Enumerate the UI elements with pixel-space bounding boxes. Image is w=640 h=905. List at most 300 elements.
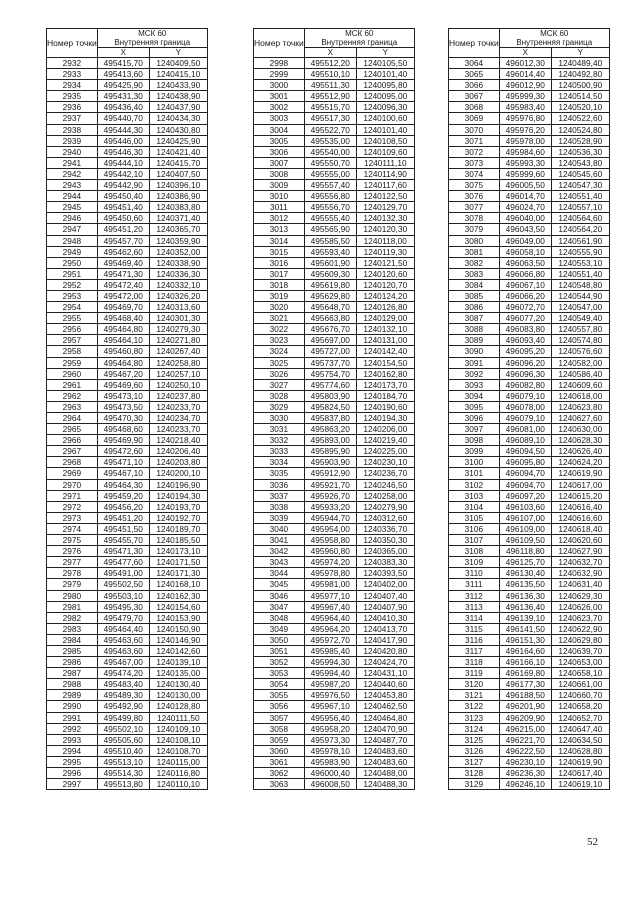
y-coordinate: 1240233,70	[149, 424, 207, 435]
table-row	[449, 557, 610, 568]
point-number: 2955	[47, 313, 98, 324]
table-row	[254, 80, 415, 91]
x-coordinate: 495601,90	[304, 257, 356, 268]
x-coordinate: 495467,00	[97, 657, 149, 668]
x-coordinate: 495503,10	[97, 590, 149, 601]
table-row	[47, 712, 208, 723]
boundary-label: Внутренняя граница	[516, 38, 593, 47]
table-row	[47, 557, 208, 568]
y-coordinate: 1240124,20	[356, 290, 414, 301]
table-row	[47, 290, 208, 301]
point-number-header: Номер точки	[254, 29, 305, 58]
x-coordinate: 495956,40	[304, 712, 356, 723]
table-row	[449, 424, 610, 435]
point-number: 3072	[449, 146, 500, 157]
point-number: 3108	[449, 546, 500, 557]
y-coordinate: 1240386,90	[149, 191, 207, 202]
x-coordinate: 496107,00	[499, 512, 551, 523]
table-row	[254, 535, 415, 546]
table-row	[254, 124, 415, 135]
x-coordinate: 495629,80	[304, 290, 356, 301]
table-row	[254, 213, 415, 224]
x-coordinate: 495515,70	[304, 102, 356, 113]
point-number: 3023	[254, 335, 305, 346]
point-number: 3002	[254, 102, 305, 113]
coordinate-system-header	[97, 29, 207, 48]
point-number: 2966	[47, 435, 98, 446]
y-coordinate: 1240126,80	[356, 302, 414, 313]
y-coordinate: 1240524,80	[551, 124, 609, 135]
y-coordinate: 1240420,80	[356, 645, 414, 656]
x-coordinate: 495450,40	[97, 191, 149, 202]
x-coordinate: 495556,70	[304, 202, 356, 213]
y-coordinate: 1240153,90	[149, 612, 207, 623]
x-coordinate: 495472,00	[97, 290, 149, 301]
point-number: 3082	[449, 257, 500, 268]
y-coordinate: 1240132,10	[356, 324, 414, 335]
x-coordinate: 495471,30	[97, 268, 149, 279]
y-coordinate: 1240189,70	[149, 523, 207, 534]
y-coordinate: 1240421,40	[149, 146, 207, 157]
point-number: 3032	[254, 435, 305, 446]
x-coordinate: 495555,40	[304, 213, 356, 224]
table-row	[449, 634, 610, 645]
x-coordinate: 495983,40	[499, 102, 551, 113]
x-coordinate: 496230,10	[499, 756, 551, 767]
y-coordinate: 1240203,80	[149, 457, 207, 468]
x-coordinate: 495999,60	[499, 168, 551, 179]
table-row	[449, 435, 610, 446]
table-row	[47, 612, 208, 623]
table-row	[47, 623, 208, 634]
x-coordinate: 495555,00	[304, 168, 356, 179]
table-row	[449, 479, 610, 490]
table-row	[47, 579, 208, 590]
table-row	[449, 91, 610, 102]
x-coordinate: 495464,40	[97, 623, 149, 634]
x-coordinate: 495460,80	[97, 346, 149, 357]
point-number: 3120	[449, 679, 500, 690]
y-coordinate: 1240352,00	[149, 246, 207, 257]
point-number: 2997	[47, 779, 98, 790]
y-coordinate: 1240105,50	[356, 58, 414, 69]
y-coordinate: 1240551,40	[551, 268, 609, 279]
table-row	[254, 745, 415, 756]
y-coordinate: 1240108,70	[149, 745, 207, 756]
y-coordinate: 1240359,90	[149, 235, 207, 246]
y-coordinate: 1240616,40	[551, 501, 609, 512]
x-coordinate: 496209,90	[499, 712, 551, 723]
x-coordinate: 495727,00	[304, 346, 356, 357]
point-number: 2982	[47, 612, 98, 623]
y-coordinate: 1240617,00	[551, 479, 609, 490]
point-number: 2936	[47, 102, 98, 113]
x-coordinate: 496040,00	[499, 213, 551, 224]
point-number: 3012	[254, 213, 305, 224]
table-row	[254, 490, 415, 501]
y-coordinate: 1240626,00	[551, 601, 609, 612]
point-number: 3088	[449, 324, 500, 335]
y-coordinate: 1240258,00	[356, 490, 414, 501]
point-number: 3021	[254, 313, 305, 324]
y-coordinate: 1240121,50	[356, 257, 414, 268]
table-row	[449, 379, 610, 390]
table-row	[47, 224, 208, 235]
point-number: 3061	[254, 756, 305, 767]
y-coordinate: 1240150,90	[149, 623, 207, 634]
point-number: 3035	[254, 468, 305, 479]
y-coordinate: 1240116,80	[149, 768, 207, 779]
y-coordinate: 1240402,00	[356, 579, 414, 590]
x-coordinate: 495977,10	[304, 590, 356, 601]
table-row	[254, 191, 415, 202]
x-coordinate: 495984,60	[499, 146, 551, 157]
x-coordinate: 496164,60	[499, 645, 551, 656]
y-coordinate: 1240462,50	[356, 701, 414, 712]
y-coordinate: 1240258,80	[149, 357, 207, 368]
table-row	[449, 168, 610, 179]
point-number: 2963	[47, 401, 98, 412]
y-coordinate: 1240622,90	[551, 623, 609, 634]
y-coordinate: 1240234,70	[149, 413, 207, 424]
x-coordinate: 496215,00	[499, 723, 551, 734]
x-coordinate: 495479,70	[97, 612, 149, 623]
table-row	[47, 413, 208, 424]
x-coordinate: 495565,90	[304, 224, 356, 235]
table-row	[449, 146, 610, 157]
x-coordinate: 495464,80	[97, 324, 149, 335]
x-coordinate: 495993,30	[499, 157, 551, 168]
table-row	[47, 779, 208, 790]
point-number: 3128	[449, 768, 500, 779]
point-number: 3014	[254, 235, 305, 246]
y-coordinate: 1240350,30	[356, 535, 414, 546]
table-row	[47, 346, 208, 357]
point-number: 3010	[254, 191, 305, 202]
table-row	[254, 568, 415, 579]
point-number: 2972	[47, 501, 98, 512]
x-coordinate: 495469,90	[97, 435, 149, 446]
y-coordinate: 1240440,60	[356, 679, 414, 690]
x-coordinate: 495446,00	[97, 135, 149, 146]
point-number: 3123	[449, 712, 500, 723]
x-coordinate: 495978,80	[304, 568, 356, 579]
table-row	[449, 645, 610, 656]
y-coordinate: 1240564,60	[551, 213, 609, 224]
y-coordinate: 1240100,60	[356, 113, 414, 124]
y-coordinate: 1240470,90	[356, 723, 414, 734]
y-coordinate: 1240111,10	[356, 157, 414, 168]
x-coordinate: 495513,80	[97, 779, 149, 790]
point-number: 2947	[47, 224, 98, 235]
y-coordinate: 1240120,70	[356, 279, 414, 290]
point-number: 2985	[47, 645, 98, 656]
point-number: 2987	[47, 668, 98, 679]
point-number: 3062	[254, 768, 305, 779]
table-row	[47, 401, 208, 412]
y-coordinate: 1240514,50	[551, 91, 609, 102]
y-coordinate: 1240237,80	[149, 390, 207, 401]
y-coordinate: 1240652,70	[551, 712, 609, 723]
point-number: 3045	[254, 579, 305, 590]
y-coordinate: 1240193,70	[149, 501, 207, 512]
point-number: 2959	[47, 357, 98, 368]
x-header: X	[97, 48, 149, 58]
y-coordinate: 1240109,10	[149, 723, 207, 734]
x-coordinate: 496014,40	[499, 69, 551, 80]
table-row	[254, 257, 415, 268]
point-number: 3091	[449, 357, 500, 368]
x-coordinate: 495978,00	[499, 135, 551, 146]
point-number: 3110	[449, 568, 500, 579]
y-coordinate: 1240415,70	[149, 157, 207, 168]
point-number: 3011	[254, 202, 305, 213]
point-number: 2969	[47, 468, 98, 479]
point-number: 2999	[254, 69, 305, 80]
y-coordinate: 1240438,90	[149, 91, 207, 102]
page-number: 52	[587, 836, 598, 848]
point-number: 3079	[449, 224, 500, 235]
x-coordinate: 495972,70	[304, 634, 356, 645]
y-coordinate: 1240168,10	[149, 579, 207, 590]
point-number: 3125	[449, 734, 500, 745]
y-coordinate: 1240250,10	[149, 379, 207, 390]
point-number: 3053	[254, 668, 305, 679]
table-row	[47, 124, 208, 135]
x-coordinate: 495511,30	[304, 80, 356, 91]
point-number: 3048	[254, 612, 305, 623]
y-coordinate: 1240555,90	[551, 246, 609, 257]
x-coordinate: 496141,50	[499, 623, 551, 634]
x-header: X	[499, 48, 551, 58]
y-coordinate: 1240332,10	[149, 279, 207, 290]
x-coordinate: 495468,40	[97, 313, 149, 324]
y-coordinate: 1240629,80	[551, 634, 609, 645]
x-coordinate: 495512,90	[304, 91, 356, 102]
point-number: 3112	[449, 590, 500, 601]
point-number: 3073	[449, 157, 500, 168]
y-coordinate: 1240162,30	[149, 590, 207, 601]
x-coordinate: 496093,40	[499, 335, 551, 346]
x-coordinate: 496096,30	[499, 368, 551, 379]
table-row	[449, 457, 610, 468]
y-coordinate: 1240658,10	[551, 668, 609, 679]
coordinate-system-label: МСК 60	[138, 29, 167, 38]
y-coordinate: 1240396,10	[149, 180, 207, 191]
y-coordinate: 1240489,40	[551, 58, 609, 69]
table-row	[449, 202, 610, 213]
x-coordinate: 495469,60	[97, 379, 149, 390]
table-row	[47, 168, 208, 179]
y-coordinate: 1240194,30	[149, 490, 207, 501]
x-coordinate: 495474,20	[97, 668, 149, 679]
y-coordinate: 1240383,30	[356, 557, 414, 568]
table-row	[254, 413, 415, 424]
table-row	[449, 779, 610, 790]
y-coordinate: 1240488,00	[356, 768, 414, 779]
table-row	[449, 523, 610, 534]
x-coordinate: 496094,50	[499, 446, 551, 457]
table-row	[254, 235, 415, 246]
y-coordinate: 1240631,40	[551, 579, 609, 590]
table-row	[449, 313, 610, 324]
point-number: 3074	[449, 168, 500, 179]
point-number: 3025	[254, 357, 305, 368]
table-row	[449, 768, 610, 779]
y-coordinate: 1240557,10	[551, 202, 609, 213]
y-coordinate: 1240407,50	[149, 168, 207, 179]
y-coordinate: 1240627,60	[551, 413, 609, 424]
table-row	[449, 157, 610, 168]
x-coordinate: 495470,30	[97, 413, 149, 424]
point-number: 3001	[254, 91, 305, 102]
table-row	[254, 401, 415, 412]
y-coordinate: 1240257,10	[149, 368, 207, 379]
table-row	[449, 235, 610, 246]
y-coordinate: 1240561,90	[551, 235, 609, 246]
table-row	[254, 601, 415, 612]
point-number: 3007	[254, 157, 305, 168]
table-row	[449, 546, 610, 557]
table-row	[254, 157, 415, 168]
table-row	[47, 368, 208, 379]
y-coordinate: 1240536,30	[551, 146, 609, 157]
point-number: 3052	[254, 657, 305, 668]
point-number: 3087	[449, 313, 500, 324]
x-coordinate: 495464,30	[97, 479, 149, 490]
x-coordinate: 495648,70	[304, 302, 356, 313]
point-number: 3129	[449, 779, 500, 790]
table-row	[254, 313, 415, 324]
y-coordinate: 1240547,00	[551, 302, 609, 313]
y-coordinate: 1240564,20	[551, 224, 609, 235]
table-row	[449, 80, 610, 91]
x-coordinate: 495464,80	[97, 357, 149, 368]
x-coordinate: 495510,10	[304, 69, 356, 80]
y-coordinate: 1240206,40	[149, 446, 207, 457]
x-coordinate: 495444,30	[97, 124, 149, 135]
table-row	[254, 457, 415, 468]
table-row	[47, 435, 208, 446]
point-number: 2976	[47, 546, 98, 557]
point-number: 2991	[47, 712, 98, 723]
x-coordinate: 495976,50	[304, 690, 356, 701]
point-number: 3111	[449, 579, 500, 590]
table-row	[254, 501, 415, 512]
y-coordinate: 1240548,80	[551, 279, 609, 290]
x-coordinate: 495431,30	[97, 91, 149, 102]
point-number: 2984	[47, 634, 98, 645]
y-coordinate: 1240336,70	[356, 523, 414, 534]
point-number: 3030	[254, 413, 305, 424]
table-row	[254, 579, 415, 590]
point-number: 2990	[47, 701, 98, 712]
y-coordinate: 1240634,50	[551, 734, 609, 745]
table-row	[47, 701, 208, 712]
x-coordinate: 495451,20	[97, 224, 149, 235]
table-row	[254, 668, 415, 679]
point-number: 2978	[47, 568, 98, 579]
table-row	[449, 745, 610, 756]
x-coordinate: 496246,10	[499, 779, 551, 790]
y-coordinate: 1240528,90	[551, 135, 609, 146]
y-coordinate: 1240576,60	[551, 346, 609, 357]
point-number: 2948	[47, 235, 98, 246]
y-coordinate: 1240626,40	[551, 446, 609, 457]
point-number: 3081	[449, 246, 500, 257]
y-coordinate: 1240142,40	[356, 346, 414, 357]
point-number: 3017	[254, 268, 305, 279]
table-row	[449, 490, 610, 501]
point-number: 3126	[449, 745, 500, 756]
x-coordinate: 495593,40	[304, 246, 356, 257]
point-number: 3000	[254, 80, 305, 91]
y-coordinate: 1240619,90	[551, 756, 609, 767]
point-number: 3005	[254, 135, 305, 146]
table-row	[449, 324, 610, 335]
y-coordinate: 1240095,80	[356, 80, 414, 91]
y-coordinate: 1240520,10	[551, 102, 609, 113]
x-coordinate: 495464,10	[97, 335, 149, 346]
y-coordinate: 1240627,90	[551, 546, 609, 557]
y-header: Y	[356, 48, 414, 58]
x-coordinate: 496094,70	[499, 468, 551, 479]
x-coordinate: 495550,70	[304, 157, 356, 168]
point-number: 2998	[254, 58, 305, 69]
y-coordinate: 1240618,40	[551, 523, 609, 534]
y-coordinate: 1240117,60	[356, 180, 414, 191]
x-coordinate: 495469,70	[97, 302, 149, 313]
x-coordinate: 495471,10	[97, 457, 149, 468]
point-number: 3046	[254, 590, 305, 601]
point-number: 2945	[47, 202, 98, 213]
table-row	[254, 723, 415, 734]
point-number: 3037	[254, 490, 305, 501]
point-number: 3118	[449, 657, 500, 668]
y-coordinate: 1240551,40	[551, 191, 609, 202]
point-number: 3095	[449, 401, 500, 412]
point-number: 3075	[449, 180, 500, 191]
y-coordinate: 1240267,40	[149, 346, 207, 357]
point-number: 3068	[449, 102, 500, 113]
y-coordinate: 1240632,90	[551, 568, 609, 579]
table-row	[254, 58, 415, 69]
point-number: 3086	[449, 302, 500, 313]
point-number: 2950	[47, 257, 98, 268]
table-row	[47, 102, 208, 113]
point-number: 3089	[449, 335, 500, 346]
x-coordinate: 495737,70	[304, 357, 356, 368]
table-row	[254, 546, 415, 557]
point-number: 3066	[449, 80, 500, 91]
table-row	[254, 390, 415, 401]
x-coordinate: 495462,60	[97, 246, 149, 257]
x-coordinate: 495483,40	[97, 679, 149, 690]
y-coordinate: 1240415,10	[149, 69, 207, 80]
x-coordinate: 495440,70	[97, 113, 149, 124]
table-row	[47, 424, 208, 435]
y-coordinate: 1240120,30	[356, 224, 414, 235]
y-coordinate: 1240430,80	[149, 124, 207, 135]
y-coordinate: 1240225,00	[356, 446, 414, 457]
y-coordinate: 1240653,00	[551, 657, 609, 668]
point-number: 3096	[449, 413, 500, 424]
y-coordinate: 1240154,60	[149, 601, 207, 612]
point-number: 2934	[47, 80, 98, 91]
point-number: 3056	[254, 701, 305, 712]
table-row	[47, 246, 208, 257]
x-coordinate: 495489,30	[97, 690, 149, 701]
